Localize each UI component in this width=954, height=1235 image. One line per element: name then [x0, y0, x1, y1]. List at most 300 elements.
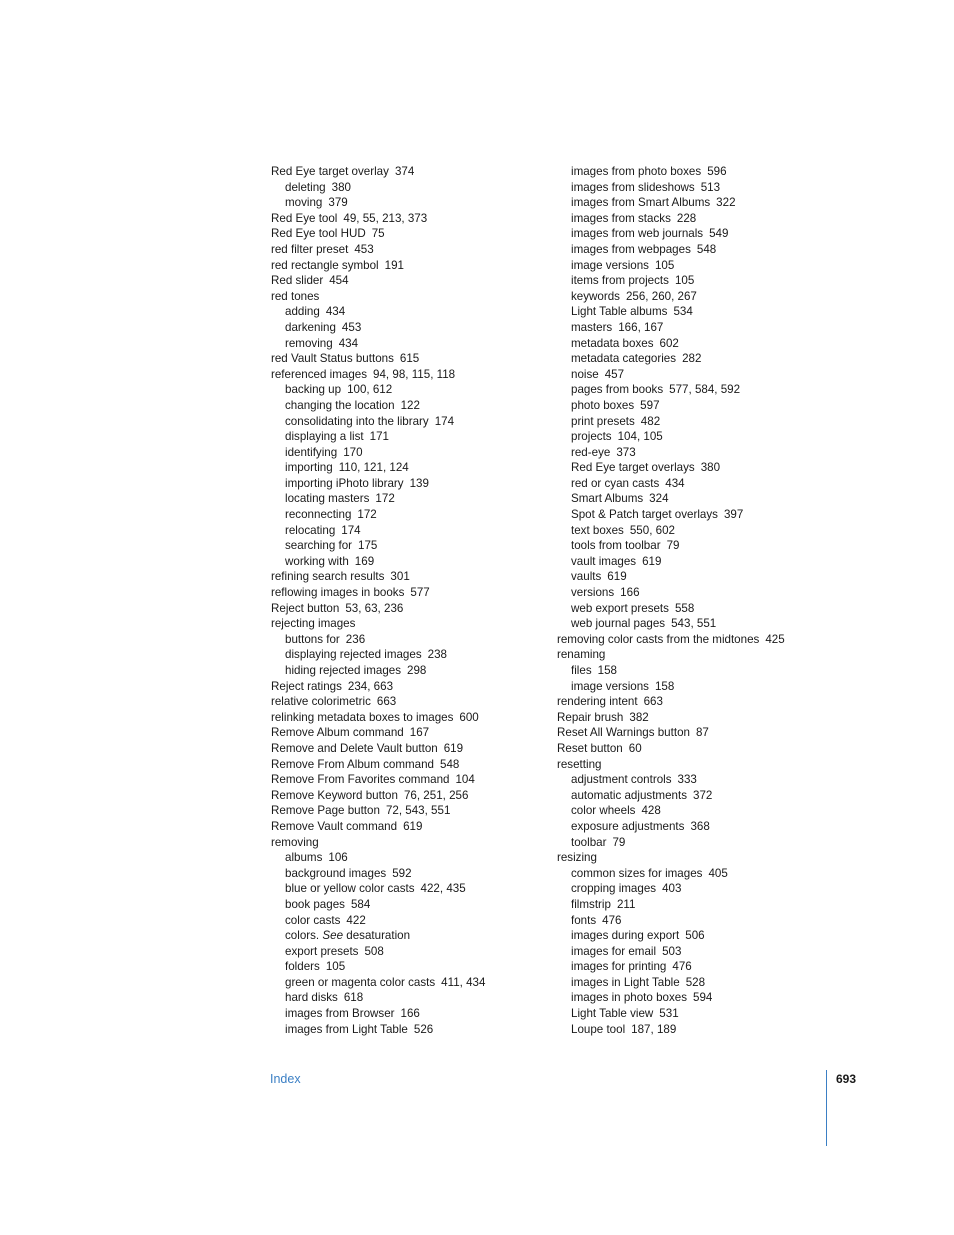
- index-page-refs: 166, 167: [618, 320, 664, 334]
- index-subentry: [557, 990, 847, 1006]
- index-term: Light Table view: [571, 1007, 654, 1021]
- index-page-refs: 105: [654, 258, 675, 272]
- index-subentry: [271, 647, 561, 663]
- index-subentry: [557, 429, 847, 445]
- index-page-refs: 110, 121, 124: [338, 461, 409, 475]
- index-term: removing: [285, 336, 333, 350]
- index-term: folders: [285, 960, 320, 974]
- index-term: searching for: [285, 539, 353, 553]
- index-term: albums: [285, 851, 323, 865]
- index-entry: [271, 258, 561, 274]
- index-term: identifying: [285, 445, 338, 459]
- index-entry: [271, 725, 561, 741]
- index-subentry: [557, 803, 847, 819]
- index-page-refs: 405: [708, 866, 728, 880]
- index-term: cropping images: [571, 882, 657, 896]
- index-page-refs: 577, 584, 592: [669, 383, 741, 397]
- index-term: vaults: [571, 570, 602, 584]
- index-subentry: [557, 913, 847, 929]
- index-term: colors.: [285, 929, 320, 943]
- index-page-refs: 167: [409, 726, 430, 740]
- index-term: rejecting images: [271, 617, 356, 631]
- index-subentry: [271, 195, 561, 211]
- index-page-refs: 584: [350, 897, 371, 911]
- index-term: Light Table albums: [571, 305, 668, 319]
- index-entry: [271, 585, 561, 601]
- index-page-refs: 506: [685, 929, 705, 943]
- index-entry: [271, 616, 561, 632]
- index-page-refs: 236: [345, 632, 366, 646]
- index-term: Red Eye tool: [271, 211, 338, 225]
- index-term: Smart Albums: [571, 492, 644, 506]
- index-page-refs: 434: [665, 476, 685, 490]
- index-term: toolbar: [571, 835, 607, 849]
- index-term: image versions: [571, 258, 649, 272]
- index-term: noise: [571, 367, 599, 381]
- index-term: Red Eye target overlays: [571, 461, 695, 475]
- index-subentry: [557, 538, 847, 554]
- index-subentry: [557, 445, 847, 461]
- index-page-refs: 592: [392, 866, 412, 880]
- index-term: refining search results: [271, 570, 385, 584]
- index-page-refs: 172: [357, 508, 377, 522]
- index-page-refs: 482: [640, 414, 661, 428]
- index-term: images in photo boxes: [571, 991, 688, 1005]
- index-entry: [271, 710, 561, 726]
- index-subentry: [271, 928, 561, 944]
- index-subentry: [557, 507, 847, 523]
- footer-divider: [826, 1070, 827, 1146]
- index-page-refs: 324: [649, 492, 669, 506]
- index-page-refs: 550, 602: [629, 523, 675, 537]
- index-subentry: [271, 975, 561, 991]
- index-subentry: [557, 788, 847, 804]
- index-term: green or magenta color casts: [285, 975, 436, 989]
- index-term: automatic adjustments: [571, 788, 687, 802]
- index-term: vault images: [571, 554, 637, 568]
- index-term: metadata boxes: [571, 336, 654, 350]
- index-subentry: [557, 367, 847, 383]
- index-page-refs: 174: [341, 523, 361, 537]
- index-term: images from Smart Albums: [571, 196, 711, 210]
- index-page-refs: 543, 551: [671, 617, 717, 631]
- index-page-refs: 380: [700, 461, 721, 475]
- index-entry: [557, 694, 847, 710]
- index-subentry: [557, 663, 847, 679]
- index-page-refs: 211: [616, 897, 636, 911]
- index-subentry: [271, 663, 561, 679]
- index-column-left: [271, 164, 561, 1037]
- index-page-refs: 100, 612: [347, 383, 393, 397]
- index-page-refs: 558: [674, 601, 695, 615]
- index-term: red filter preset: [271, 242, 349, 256]
- index-page-refs: 104: [455, 773, 475, 787]
- index-subentry: [271, 476, 561, 492]
- index-term: filmstrip: [571, 897, 611, 911]
- index-term: photo boxes: [571, 398, 635, 412]
- index-page-refs: 428: [641, 804, 661, 818]
- index-subentry: [557, 414, 847, 430]
- index-entry: [271, 757, 561, 773]
- index-page-refs: 434: [338, 336, 359, 350]
- index-entry: [557, 647, 847, 663]
- index-term: metadata categories: [571, 352, 677, 366]
- index-term: removing color casts from the midtones: [557, 632, 760, 646]
- index-term: relative colorimetric: [271, 695, 371, 709]
- index-subentry: [557, 211, 847, 227]
- index-term: importing: [285, 461, 333, 475]
- index-page-refs: 594: [693, 991, 713, 1005]
- index-page-refs: 619: [443, 741, 464, 755]
- index-subentry: [271, 554, 561, 570]
- index-entry: [271, 835, 561, 851]
- index-subentry: [557, 819, 847, 835]
- index-subentry: [271, 429, 561, 445]
- index-page-refs: 60: [628, 741, 642, 755]
- index-term: Reset All Warnings button: [557, 726, 690, 740]
- index-subentry: [557, 476, 847, 492]
- index-subentry: [557, 585, 847, 601]
- index-entry: [557, 850, 847, 866]
- index-subentry: [557, 382, 847, 398]
- index-subentry: [271, 944, 561, 960]
- index-entry: [271, 289, 561, 305]
- index-term: referenced images: [271, 367, 368, 381]
- index-page-refs: 663: [643, 695, 663, 709]
- index-term: Reject button: [271, 601, 340, 615]
- index-subentry: [557, 772, 847, 788]
- index-term: background images: [285, 866, 387, 880]
- index-subentry: [271, 414, 561, 430]
- index-term: projects: [571, 430, 612, 444]
- index-page-refs: 174: [434, 414, 455, 428]
- index-term: print presets: [571, 414, 635, 428]
- index-page-refs: 382: [629, 710, 649, 724]
- index-term: images from slideshows: [571, 180, 695, 194]
- index-entry: [557, 725, 847, 741]
- index-page-refs: 453: [354, 242, 374, 256]
- index-subentry: [557, 242, 847, 258]
- index-page-refs: 453: [341, 320, 362, 334]
- index-term: book pages: [285, 897, 345, 911]
- index-entry: [271, 569, 561, 585]
- index-term: Red slider: [271, 274, 324, 288]
- index-page-refs: 94, 98, 115, 118: [373, 367, 456, 381]
- index-term: images from webpages: [571, 242, 691, 256]
- index-subentry: [557, 601, 847, 617]
- index-page-refs: 158: [654, 679, 675, 693]
- index-page-refs: 476: [602, 913, 622, 927]
- index-subentry: [557, 320, 847, 336]
- index-entry: [271, 226, 561, 242]
- index-term: Remove and Delete Vault button: [271, 741, 438, 755]
- index-subentry: [271, 881, 561, 897]
- index-subentry: [557, 554, 847, 570]
- index-term: images for email: [571, 944, 657, 958]
- index-subentry: [557, 975, 847, 991]
- index-entry: [557, 632, 847, 648]
- index-term: tools from toolbar: [571, 539, 661, 553]
- index-term: images during export: [571, 929, 680, 943]
- index-page-refs: 191: [384, 258, 404, 272]
- index-page-refs: 548: [696, 242, 717, 256]
- index-term: masters: [571, 320, 613, 334]
- index-page-refs: 79: [666, 539, 680, 553]
- index-page-refs: 79: [612, 835, 626, 849]
- index-term: color casts: [285, 913, 341, 927]
- index-subentry: [557, 523, 847, 539]
- index-term: changing the location: [285, 398, 395, 412]
- index-page-refs: 600: [459, 710, 479, 724]
- index-subentry: [557, 164, 847, 180]
- index-term: moving: [285, 196, 323, 210]
- index-term: red tones: [271, 289, 320, 303]
- index-term: red rectangle symbol: [271, 258, 379, 272]
- index-term: images from web journals: [571, 227, 704, 241]
- index-page-refs: 122: [400, 398, 420, 412]
- index-term: export presets: [285, 944, 359, 958]
- index-term: removing: [271, 835, 319, 849]
- index-subentry: [557, 897, 847, 913]
- index-page-refs: 513: [700, 180, 721, 194]
- index-page-refs: 422, 435: [420, 882, 466, 896]
- index-page-refs: 169: [354, 554, 375, 568]
- index-term: images from Light Table: [285, 1022, 408, 1036]
- index-subentry: [557, 336, 847, 352]
- index-term: adjustment controls: [571, 773, 672, 787]
- index-page-refs: 663: [376, 695, 397, 709]
- index-page-refs: 615: [399, 352, 420, 366]
- index-term: images from Browser: [285, 1007, 395, 1021]
- index-subentry: [271, 850, 561, 866]
- index-term: Remove From Favorites command: [271, 773, 450, 787]
- index-term: images in Light Table: [571, 975, 680, 989]
- index-term: Repair brush: [557, 710, 624, 724]
- index-entry: [271, 367, 561, 383]
- index-page-refs: 301: [390, 570, 410, 584]
- index-page-refs: 49, 55, 213, 373: [343, 211, 428, 225]
- index-page-refs: 228: [676, 211, 697, 225]
- index-page-refs: 374: [394, 165, 415, 178]
- index-page-refs: 422: [346, 913, 366, 927]
- index-page-refs: 526: [413, 1022, 434, 1036]
- index-term: darkening: [285, 320, 336, 334]
- index-page-refs: 333: [677, 773, 697, 787]
- index-page-refs: 175: [358, 539, 378, 553]
- index-term: Spot & Patch target overlays: [571, 508, 718, 522]
- index-term: Remove Keyword button: [271, 788, 398, 802]
- index-subentry: [557, 616, 847, 632]
- index-subentry: [557, 569, 847, 585]
- index-page-refs: 425: [765, 632, 785, 646]
- index-page-refs: 619: [403, 819, 423, 833]
- index-term: rendering intent: [557, 695, 638, 709]
- index-entry: [271, 679, 561, 695]
- index-subentry: [271, 866, 561, 882]
- index-term: displaying rejected images: [285, 648, 422, 662]
- index-page-refs: 234, 663: [347, 679, 394, 693]
- see-reference-target: desaturation: [346, 929, 411, 943]
- index-term: web journal pages: [571, 617, 666, 631]
- index-page-refs: 322: [716, 196, 736, 210]
- index-subentry: [557, 304, 847, 320]
- index-term: locating masters: [285, 492, 370, 506]
- index-page-refs: 372: [693, 788, 713, 802]
- index-page-refs: 597: [640, 398, 660, 412]
- index-term: images for printing: [571, 960, 667, 974]
- index-subentry: [557, 195, 847, 211]
- index-subentry: [271, 320, 561, 336]
- index-page-refs: 166: [400, 1007, 420, 1021]
- index-page-refs: 618: [343, 991, 364, 1005]
- index-subentry: [271, 990, 561, 1006]
- index-subentry: [557, 881, 847, 897]
- index-page-refs: 411, 434: [441, 975, 486, 989]
- index-entry: [271, 788, 561, 804]
- index-term: consolidating into the library: [285, 414, 429, 428]
- index-subentry: [557, 289, 847, 305]
- index-term: common sizes for images: [571, 866, 703, 880]
- index-page-refs: 373: [616, 445, 636, 459]
- index-term: color wheels: [571, 804, 636, 818]
- index-term: reflowing images in books: [271, 586, 405, 600]
- page-number: 693: [836, 1072, 857, 1086]
- index-subentry: [557, 1022, 847, 1038]
- index-term: red Vault Status buttons: [271, 352, 394, 366]
- index-entry: [557, 710, 847, 726]
- index-entry: [271, 601, 561, 617]
- index-subentry: [271, 460, 561, 476]
- index-subentry: [271, 897, 561, 913]
- index-entry: [271, 242, 561, 258]
- index-subentry: [557, 491, 847, 507]
- index-term: Remove Page button: [271, 804, 380, 818]
- index-term: Red Eye tool HUD: [271, 227, 366, 241]
- index-subentry: [557, 460, 847, 476]
- index-term: buttons for: [285, 632, 340, 646]
- index-page-refs: 476: [672, 960, 692, 974]
- index-entry: [271, 164, 561, 180]
- index-page-refs: 577: [410, 586, 430, 600]
- index-term: red or cyan casts: [571, 476, 660, 490]
- index-page-refs: 75: [371, 227, 385, 241]
- index-page-refs: 380: [331, 180, 351, 194]
- index-page-refs: 596: [707, 165, 727, 178]
- index-page-refs: 534: [673, 305, 693, 319]
- index-term: images from stacks: [571, 211, 671, 225]
- index-entry: [271, 351, 561, 367]
- index-term: resizing: [557, 851, 597, 865]
- index-page-refs: 170: [343, 445, 363, 459]
- index-page-refs: 166: [620, 586, 640, 600]
- index-term: backing up: [285, 383, 342, 397]
- index-page-refs: 528: [685, 975, 706, 989]
- index-page-refs: 531: [659, 1007, 679, 1021]
- index-term: images from photo boxes: [571, 165, 702, 178]
- index-subentry: [557, 226, 847, 242]
- index-subentry: [271, 445, 561, 461]
- index-term: renaming: [557, 648, 606, 662]
- index-page-refs: 171: [369, 430, 389, 444]
- index-page-refs: 172: [375, 492, 395, 506]
- index-subentry: [557, 1006, 847, 1022]
- index-term: items from projects: [571, 274, 669, 288]
- index-term: displaying a list: [285, 430, 364, 444]
- index-subentry: [271, 382, 561, 398]
- index-term: Reset button: [557, 741, 623, 755]
- index-page-refs: 139: [409, 476, 429, 490]
- index-term: files: [571, 664, 592, 677]
- index-entry: [557, 741, 847, 757]
- index-subentry: [557, 835, 847, 851]
- index-subentry: [557, 866, 847, 882]
- index-column-right: [557, 164, 847, 1037]
- index-term: Loupe tool: [571, 1022, 626, 1036]
- index-subentry: [557, 928, 847, 944]
- index-term: hard disks: [285, 991, 338, 1005]
- index-page-refs: 368: [690, 819, 710, 833]
- index-term: resetting: [557, 757, 602, 771]
- index-page-refs: 503: [662, 944, 682, 958]
- index-entry: [271, 772, 561, 788]
- index-page-refs: 403: [662, 882, 682, 896]
- index-term: working with: [285, 554, 349, 568]
- index-term: hiding rejected images: [285, 664, 402, 677]
- index-page-refs: 256, 260, 267: [625, 289, 697, 303]
- index-subentry: [271, 632, 561, 648]
- index-page-refs: 508: [364, 944, 384, 958]
- index-page-refs: 105: [325, 960, 346, 974]
- index-term: relocating: [285, 523, 336, 537]
- index-page-refs: 104, 105: [617, 430, 663, 444]
- index-subentry: [271, 398, 561, 414]
- index-page-refs: 187, 189: [631, 1022, 677, 1036]
- index-entry: [271, 273, 561, 289]
- index-subentry: [271, 336, 561, 352]
- index-term: reconnecting: [285, 508, 352, 522]
- index-page-refs: 619: [607, 570, 627, 584]
- index-entry: [271, 803, 561, 819]
- index-term: blue or yellow color casts: [285, 882, 415, 896]
- index-page-refs: 298: [407, 664, 427, 677]
- index-page-refs: 602: [659, 336, 679, 350]
- index-page-refs: 619: [642, 554, 662, 568]
- index-term: deleting: [285, 180, 326, 194]
- index-subentry: [557, 351, 847, 367]
- index-subentry: [557, 273, 847, 289]
- index-page-refs: 434: [325, 305, 346, 319]
- index-term: adding: [285, 305, 320, 319]
- index-term: fonts: [571, 913, 597, 927]
- index-page-refs: 282: [682, 352, 702, 366]
- index-term: Red Eye target overlay: [271, 165, 389, 178]
- index-subentry: [271, 1006, 561, 1022]
- index-page-refs: 548: [440, 757, 460, 771]
- index-subentry: [557, 258, 847, 274]
- index-subentry: [271, 507, 561, 523]
- index-subentry: [271, 1022, 561, 1038]
- index-term: versions: [571, 586, 615, 600]
- index-page-refs: 397: [723, 508, 744, 522]
- index-page-refs: 454: [329, 274, 349, 288]
- index-entry: [271, 741, 561, 757]
- index-term: Reject ratings: [271, 679, 342, 693]
- index-page-refs: 87: [695, 726, 709, 740]
- index-page-refs: 238: [427, 648, 447, 662]
- index-term: web export presets: [571, 601, 669, 615]
- index-term: pages from books: [571, 383, 664, 397]
- index-page-refs: 549: [709, 227, 729, 241]
